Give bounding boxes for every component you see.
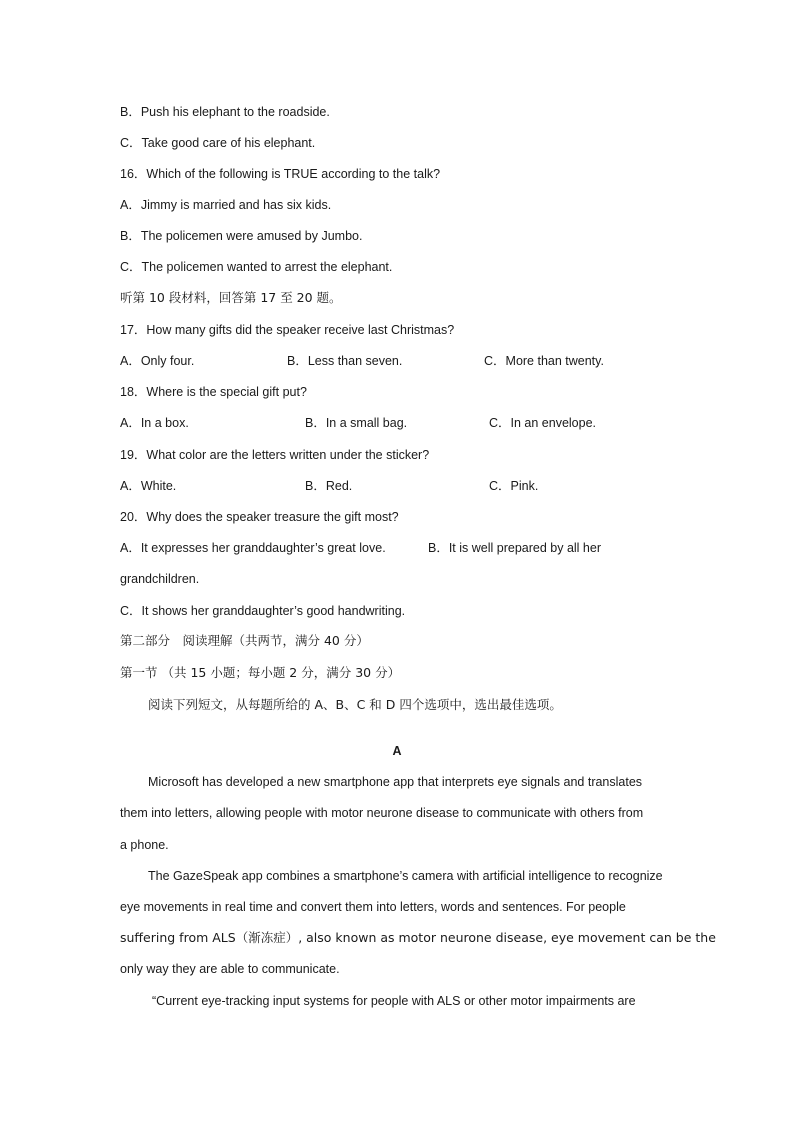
passage-p3-line1: “Current eye-tracking input systems for people with ALS or other motor impairments are <box>152 994 636 1008</box>
q16-option-c: C．The policemen wanted to arrest the elephant. <box>120 260 393 274</box>
q16-option-a: A．Jimmy is married and has six kids. <box>120 198 332 212</box>
q15-option-b: B．Push his elephant to the roadside. <box>120 105 330 119</box>
passage-p1-line2: them into letters, allowing people with motor neurone disease to communicate with others from <box>120 806 644 820</box>
q20-question: 20．Why does the speaker treasure the gift most? <box>120 510 399 524</box>
passage-p2-line3: suffering from ALS（渐冻症）, also known as motor neurone disease, eye movement can be the <box>120 930 716 945</box>
q19-question: 19．What color are the letters written under the sticker? <box>120 448 430 462</box>
q19-option-c: C．Pink. <box>489 479 539 493</box>
passage-p1-line1: Microsoft has developed a new smartphone app that interprets eye signals and translates <box>148 775 643 789</box>
reading-instruction: 阅读下列短文，从每题所给的 A、B、C 和 D 四个选项中，选出最佳选项。 <box>148 697 562 712</box>
q16-option-b: B．The policemen were amused by Jumbo. <box>120 229 363 243</box>
q17-question: 17．How many gifts did the speaker receive last Christmas? <box>120 323 455 337</box>
q19-option-a: A．White. <box>120 479 177 493</box>
q17-option-c: C．More than twenty. <box>484 354 604 368</box>
q20-option-a: A．It expresses her granddaughter’s great love. <box>120 541 386 555</box>
q17-option-a: A．Only four. <box>120 354 195 368</box>
passage-p2-line2: eye movements in real time and convert them into letters, words and sentences. For people <box>120 900 626 914</box>
q18-option-a: A．In a box. <box>120 416 189 430</box>
q17-option-b: B．Less than seven. <box>287 354 403 368</box>
passage-p2-line4: only way they are able to communicate. <box>120 962 340 976</box>
q16-question: 16．Which of the following is TRUE according to the talk? <box>120 167 441 181</box>
q18-option-b: B．In a small bag. <box>305 416 408 430</box>
q20-option-b-continued: grandchildren. <box>120 572 200 586</box>
q18-option-c: C．In an envelope. <box>489 416 597 430</box>
q19-option-b: B．Red. <box>305 479 353 493</box>
q20-option-c: C．It shows her granddaughter’s good handwriting. <box>120 604 406 618</box>
section10-instruction: 听第 10 段材料，回答第 17 至 20 题。 <box>120 290 342 305</box>
q20-option-b: B．It is well prepared by all her <box>428 541 601 555</box>
passage-label: A <box>392 744 402 758</box>
q15-option-c: C．Take good care of his elephant. <box>120 136 316 150</box>
passage-p2-line1: The GazeSpeak app combines a smartphone’s camera with artificial intelligence to recognize <box>148 869 663 883</box>
q18-question: 18．Where is the special gift put? <box>120 385 307 399</box>
passage-p1-line3: a phone. <box>120 838 169 852</box>
section1-heading: 第一节 （共 15 小题；每小题 2 分，满分 30 分） <box>120 665 401 680</box>
part2-heading: 第二部分 阅读理解（共两节，满分 40 分） <box>120 633 369 648</box>
